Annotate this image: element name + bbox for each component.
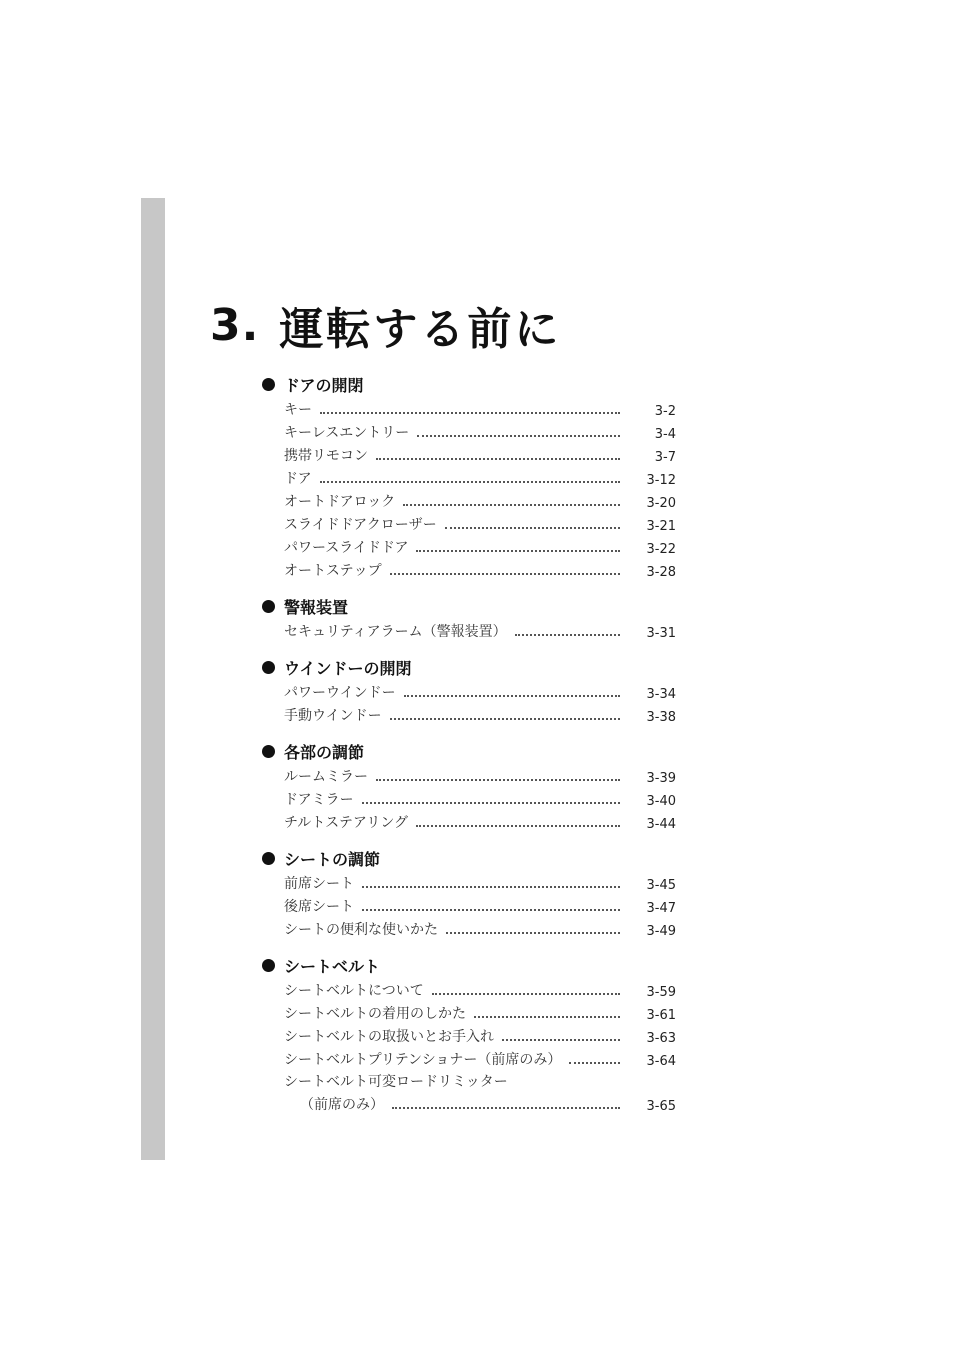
toc-entry[interactable] xyxy=(262,763,676,786)
dot-leader xyxy=(392,1107,620,1109)
entry-continuation xyxy=(262,1091,676,1114)
entry-label: セキュリティアラーム（警報装置） xyxy=(284,624,507,640)
dot-leader xyxy=(569,1062,620,1064)
toc-entry[interactable] xyxy=(262,893,676,916)
dot-leader xyxy=(416,825,620,827)
dot-leader xyxy=(320,481,620,483)
dot-leader xyxy=(432,993,620,995)
entry-label: オートステップ xyxy=(284,563,382,579)
toc-section xyxy=(262,655,676,725)
toc-entry[interactable] xyxy=(262,618,676,641)
entry-label: キーレスエントリー xyxy=(284,425,410,441)
entry-page-number: 3-40 xyxy=(646,794,676,809)
toc-entry[interactable] xyxy=(262,442,676,465)
entry-label: シートの便利な使いかた xyxy=(284,922,438,938)
toc-entry[interactable] xyxy=(262,557,676,580)
entry-label: シートベルトプリテンショナー（前席のみ） xyxy=(284,1052,562,1068)
entry-page-number: 3-12 xyxy=(646,473,676,488)
entry-label: ルームミラー xyxy=(284,769,368,785)
section-heading xyxy=(262,655,676,679)
entry-label: 携帯リモコン xyxy=(284,448,368,464)
entry-label: シートベルトについて xyxy=(284,983,424,999)
entry-page-number: 3-34 xyxy=(646,687,676,702)
toc-entry[interactable] xyxy=(262,1069,676,1114)
toc-entry[interactable] xyxy=(262,534,676,557)
dot-leader xyxy=(474,1016,620,1018)
dot-leader xyxy=(376,779,620,781)
dot-leader xyxy=(403,504,620,506)
section-heading-text: 警報装置 xyxy=(284,597,349,617)
bullet-circle-icon xyxy=(262,959,275,972)
bullet-circle-icon xyxy=(262,378,275,391)
dot-leader xyxy=(502,1039,620,1041)
entry-page-number: 3-31 xyxy=(646,626,676,641)
dot-leader xyxy=(515,634,620,636)
toc-section xyxy=(262,953,676,1114)
entry-page-number: 3-61 xyxy=(646,1008,676,1023)
section-heading xyxy=(262,739,676,763)
toc-entry[interactable] xyxy=(262,916,676,939)
entry-label: パワーウインドー xyxy=(284,685,396,701)
entry-label: 前席シート xyxy=(284,876,354,892)
entry-page-number: 3-49 xyxy=(646,924,676,939)
bullet-circle-icon xyxy=(262,600,275,613)
entry-label: 後席シート xyxy=(284,899,354,915)
toc-entry[interactable] xyxy=(262,396,676,419)
toc-entry[interactable] xyxy=(262,809,676,832)
entry-page-number: 3-47 xyxy=(646,901,676,916)
toc-entry[interactable] xyxy=(262,870,676,893)
toc-entry[interactable] xyxy=(262,977,676,1000)
toc-entry[interactable] xyxy=(262,1000,676,1023)
section-heading xyxy=(262,846,676,870)
toc-entry[interactable] xyxy=(262,702,676,725)
entry-label: 手動ウインドー xyxy=(284,708,382,724)
entry-page-number: 3-28 xyxy=(646,565,676,580)
entry-page-number: 3-7 xyxy=(654,450,676,465)
toc-section xyxy=(262,594,676,641)
section-heading-text: シートベルト xyxy=(284,956,381,976)
dot-leader xyxy=(445,527,620,529)
entry-label: シートベルトの取扱いとお手入れ xyxy=(284,1029,494,1045)
entry-label: キー xyxy=(284,402,312,418)
chapter-side-tab xyxy=(141,198,165,1160)
section-heading xyxy=(262,594,676,618)
entry-page-number: 3-21 xyxy=(646,519,676,534)
entry-label: オートドアロック xyxy=(284,494,396,510)
entry-page-number: 3-4 xyxy=(654,427,676,442)
entry-label: パワースライドドア xyxy=(284,540,409,556)
toc-entry[interactable] xyxy=(262,419,676,442)
section-heading xyxy=(262,953,676,977)
entry-label-line: シートベルト可変ロードリミッター xyxy=(284,1074,508,1090)
toc-entry[interactable] xyxy=(262,1046,676,1069)
table-of-contents xyxy=(262,372,676,1128)
toc-entry[interactable] xyxy=(262,786,676,809)
entry-label: （前席のみ） xyxy=(300,1097,384,1113)
section-heading xyxy=(262,372,676,396)
toc-entry[interactable] xyxy=(262,679,676,702)
toc-section xyxy=(262,372,676,580)
entry-page-number: 3-64 xyxy=(646,1054,676,1069)
entry-page-number: 3-2 xyxy=(654,404,676,419)
bullet-circle-icon xyxy=(262,661,275,674)
toc-entry[interactable] xyxy=(262,511,676,534)
entry-page-number: 3-20 xyxy=(646,496,676,511)
toc-entry[interactable] xyxy=(262,465,676,488)
entry-page-number: 3-63 xyxy=(646,1031,676,1046)
dot-leader xyxy=(404,695,620,697)
dot-leader xyxy=(416,550,620,552)
dot-leader xyxy=(446,932,620,934)
dot-leader xyxy=(362,886,620,888)
entry-label: チルトステアリング xyxy=(284,815,409,831)
section-heading-text: シートの調節 xyxy=(284,849,381,869)
section-heading-text: ウインドーの開閉 xyxy=(284,658,412,678)
entry-page-number: 3-38 xyxy=(646,710,676,725)
chapter-title xyxy=(210,295,561,355)
dot-leader xyxy=(320,412,620,414)
dot-leader xyxy=(362,802,620,804)
toc-section xyxy=(262,739,676,832)
dot-leader xyxy=(376,458,620,460)
entry-label: ドアミラー xyxy=(284,792,354,808)
entry-label: シートベルトの着用のしかた xyxy=(284,1006,466,1022)
entry-page-number: 3-22 xyxy=(646,542,676,557)
entry-label: スライドドアクローザー xyxy=(284,517,437,533)
section-heading-text: 各部の調節 xyxy=(284,742,365,762)
entry-page-number: 3-39 xyxy=(646,771,676,786)
section-heading-text: ドアの開閉 xyxy=(284,375,364,395)
entry-page-number: 3-65 xyxy=(646,1099,676,1114)
entry-page-number: 3-45 xyxy=(646,878,676,893)
bullet-circle-icon xyxy=(262,745,275,758)
dot-leader xyxy=(417,435,620,437)
dot-leader xyxy=(390,573,620,575)
entry-page-number: 3-44 xyxy=(646,817,676,832)
toc-entry[interactable] xyxy=(262,488,676,511)
entry-label: ドア xyxy=(284,471,312,487)
bullet-circle-icon xyxy=(262,852,275,865)
toc-section xyxy=(262,846,676,939)
chapter-number: 3. xyxy=(210,299,260,351)
toc-entry[interactable] xyxy=(262,1023,676,1046)
entry-page-number: 3-59 xyxy=(646,985,676,1000)
dot-leader xyxy=(390,718,620,720)
chapter-title-text: 運転する前に xyxy=(279,304,562,355)
dot-leader xyxy=(362,909,620,911)
